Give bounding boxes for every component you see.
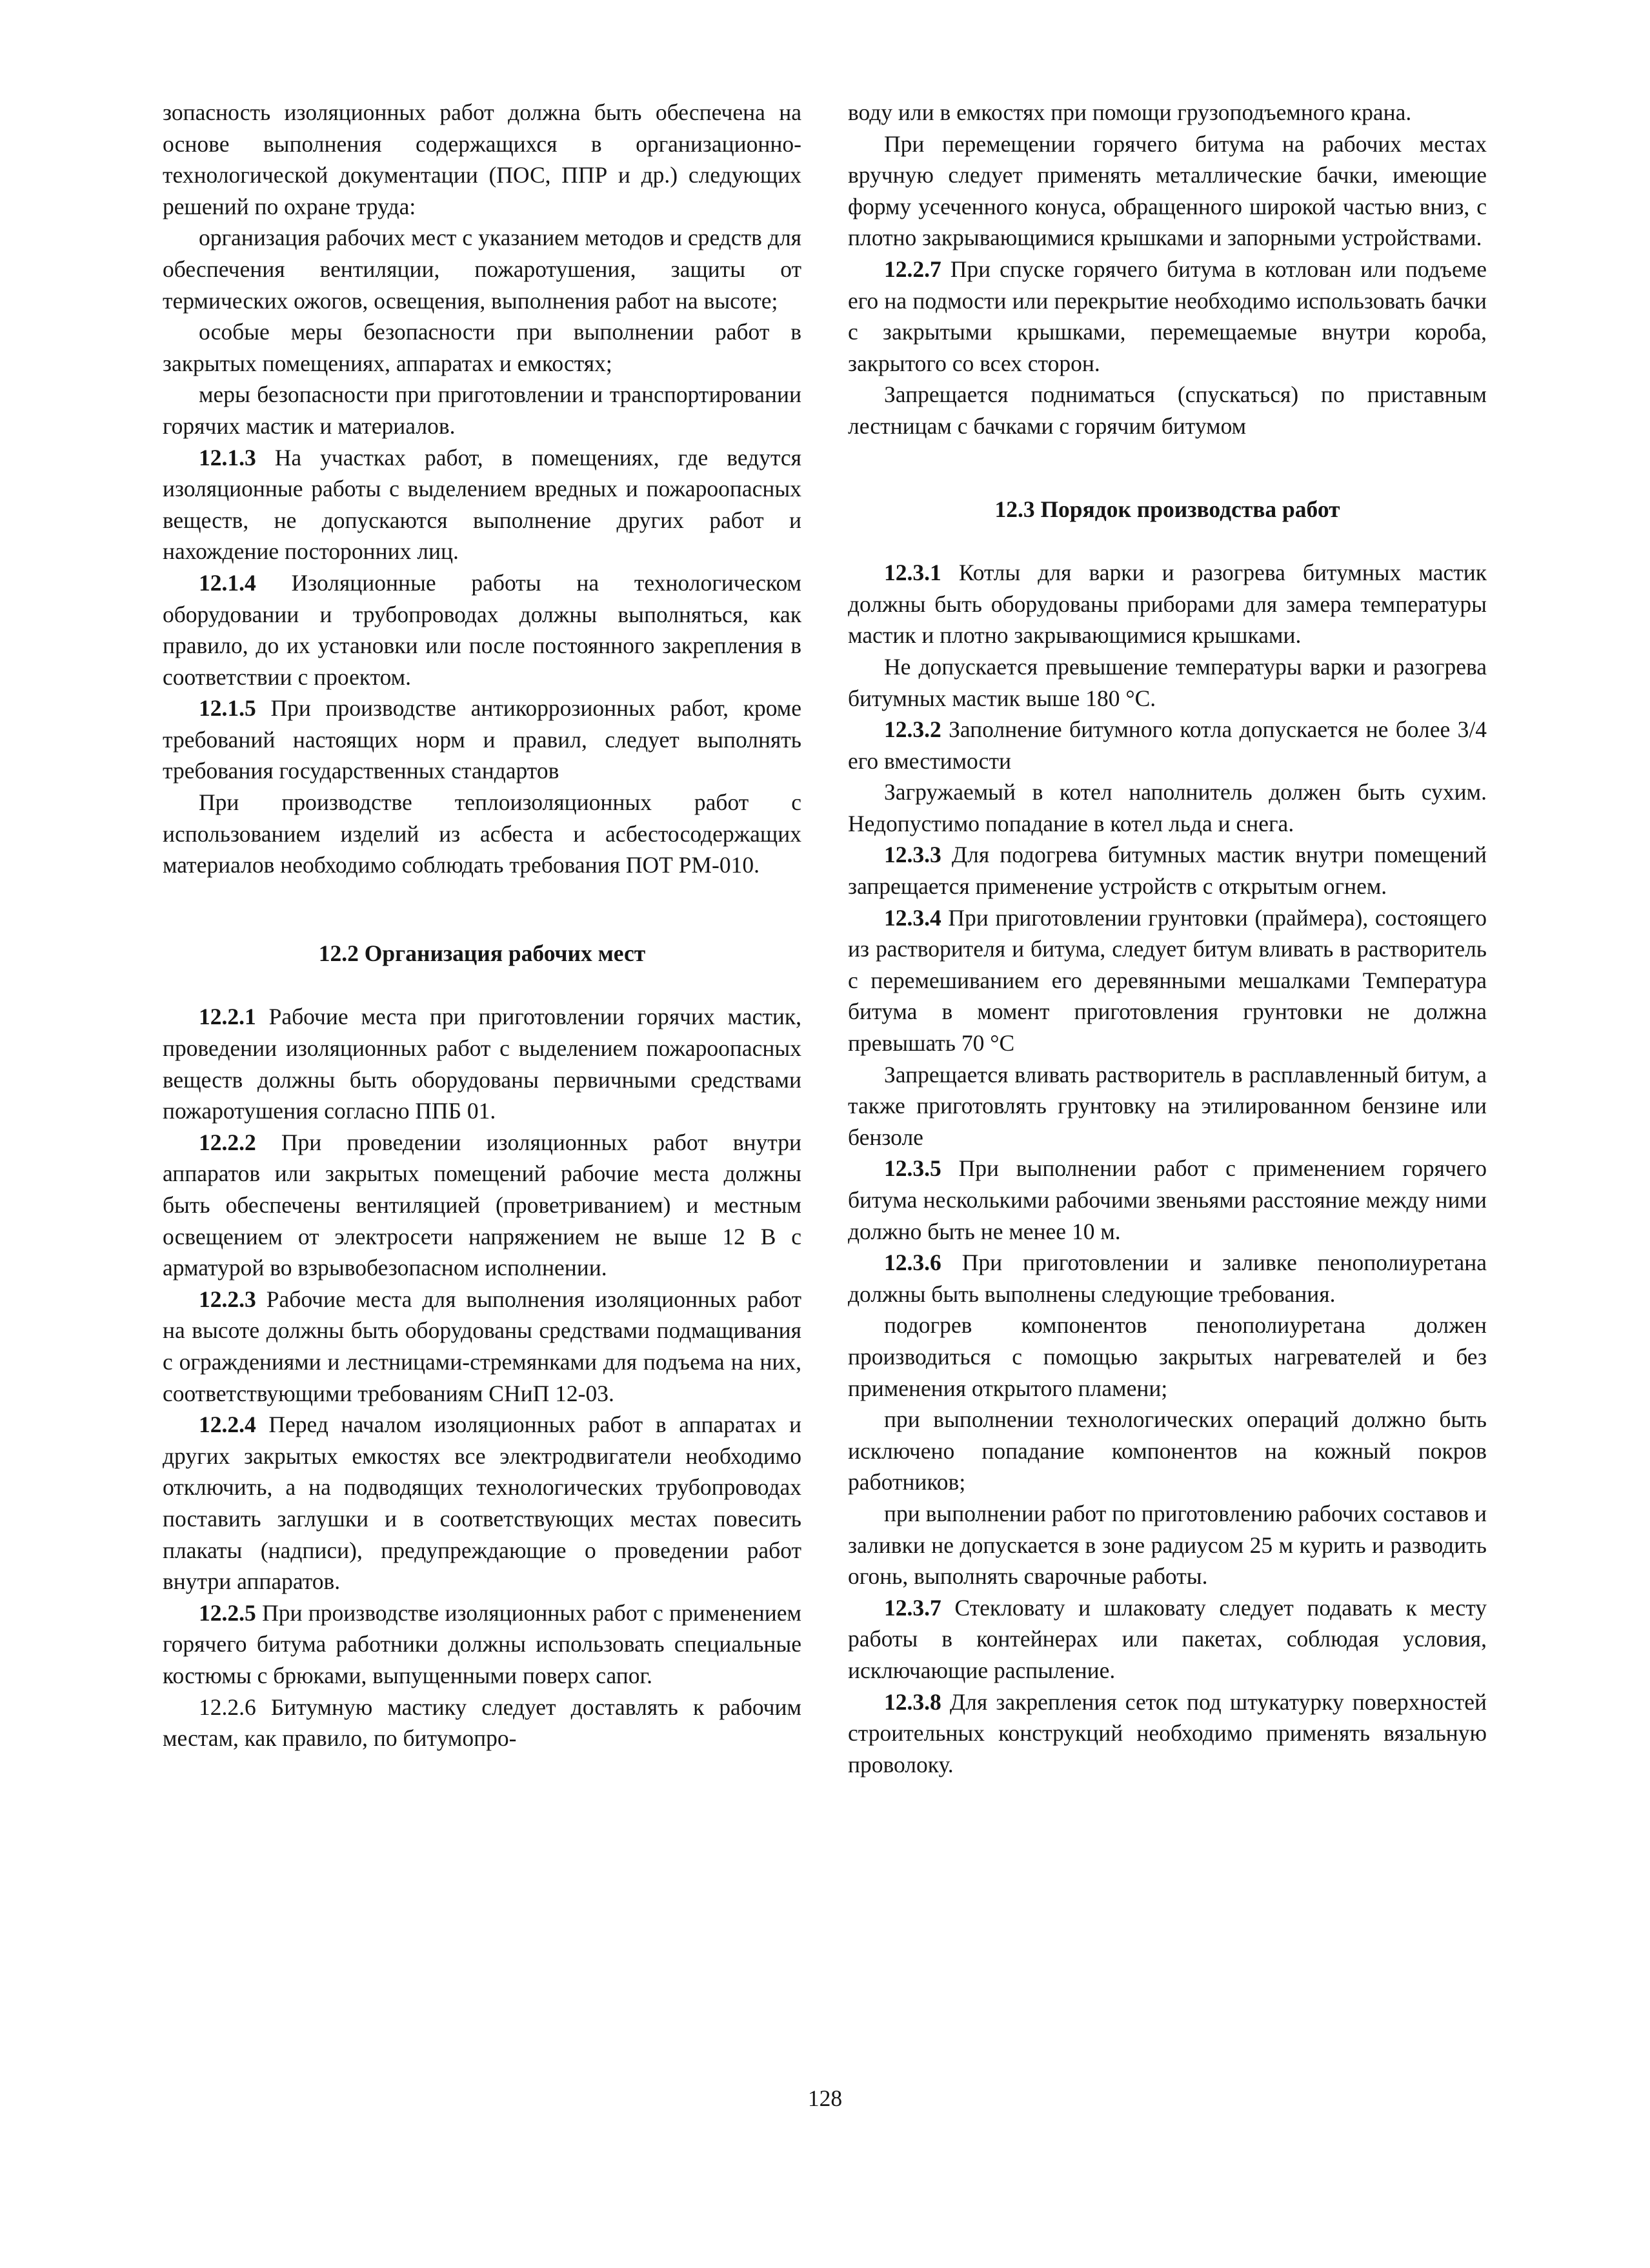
clause-number: 12.3.6 [884, 1250, 941, 1276]
paragraph [163, 442, 801, 567]
paragraph-text: При приготовлении и заливке пенополиуретана должны быть выполнены следующие требования. [848, 1250, 1487, 1307]
paragraph [163, 97, 801, 222]
paragraph [163, 1127, 801, 1284]
paragraph-text: Запрещается вливать растворитель в расплавленный битум, а также приготовлять грунтовку на этилированном бензине или бензоле [848, 1061, 1487, 1150]
paragraph-text: при выполнении технологических операций должно быть исключено попадание компонентов на кожный покров работников; [848, 1406, 1487, 1495]
paragraph [163, 1284, 801, 1409]
paragraph-text: При спуске горячего битума в котлован или подъеме его на подмости или перекрытие необходимо использовать бачки с закрытыми крышками, перемещаемые внутри короба, закрытого со всех сторон. [848, 256, 1487, 376]
paragraph-text: При проведении изоляционных работ внутри аппаратов или закрытых помещений рабочие места должны быть обеспечены вентиляцией (проветриванием) и местным освещением от электросети напряжением не выше 12 В с арматурой во взрывобезопасном исполнении. [163, 1129, 801, 1281]
clause-number: 12.2.1 [199, 1004, 256, 1030]
clause-number: 12.2.2 [199, 1129, 256, 1155]
paragraph-text: При производстве изоляционных работ с применением горячего битума работники должны использовать специальные костюмы с брюками, выпущенными поверх сапог. [163, 1599, 801, 1688]
paragraph [163, 222, 801, 316]
paragraph-text: При производстве антикоррозионных работ, кроме требований настоящих норм и правил, следует выполнять требования государственных стандартов [163, 695, 801, 784]
paragraph-text: Заполнение битумного котла допускается не более 3/4 его вместимости [848, 716, 1487, 774]
paragraph-text: На участках работ, в помещениях, где ведутся изоляционные работы с выделением вредных и пожароопасных веществ, не допускаются выполнение других работ и нахождение посторонних лиц. [163, 444, 801, 565]
paragraph [848, 1686, 1487, 1781]
paragraph [848, 776, 1487, 839]
paragraph-text: 12.2.6 Битумную мастику следует доставлять к рабочим местам, как правило, по битумопро- [163, 1694, 801, 1752]
paragraph-text: При производстве теплоизоляционных работ с использованием изделий из асбеста и асбестосодержащих материалов необходимо соблюдать требования ПОТ РМ-010. [163, 789, 801, 878]
paragraph [163, 1409, 801, 1597]
paragraph-text: воду или в емкостях при помощи грузоподъемного крана. [848, 99, 1412, 125]
paragraph-text: особые меры безопасности при выполнении работ в закрытых помещениях, аппаратах и емкостях; [163, 319, 801, 376]
paragraph-text: зопасность изоляционных работ должна быть обеспечена на основе выполнения содержащихся в организационно-технологической документации (ПОС, ППР и др.) следующих решений по охране труда: [163, 99, 801, 219]
paragraph [848, 557, 1487, 651]
paragraph [848, 1592, 1487, 1686]
paragraph [848, 97, 1487, 128]
clause-number: 12.2.7 [884, 256, 941, 282]
paragraph [163, 787, 801, 881]
section-heading: 12.3 Порядок производства работ [994, 496, 1340, 522]
paragraph [848, 1310, 1487, 1404]
paragraph-text: Не допускается превышение температуры варки и разогрева битумных мастик выше 180 °С. [848, 653, 1487, 711]
paragraph [848, 128, 1487, 254]
clause-number: 12.1.3 [199, 444, 256, 471]
paragraph [163, 1597, 801, 1692]
paragraph [848, 651, 1487, 714]
clause-number: 12.3.2 [884, 716, 941, 743]
paragraph-text: Стекловату и шлаковату следует подавать к месту работы в контейнерах или пакетах, соблюдая условия, исключающие распыление. [848, 1594, 1487, 1683]
paragraph-text: При перемещении горячего битума на рабочих местах вручную следует применять металлические бачки, имеющие форму усеченного конуса, обращенного широкой частью вниз, с плотно закрывающимися крышками и запорными устройствами. [848, 130, 1487, 251]
paragraph [848, 1153, 1487, 1247]
paragraph [163, 379, 801, 441]
paragraph [848, 902, 1487, 1059]
paragraph-text: При выполнении работ с применением горячего битума несколькими рабочими звеньями расстояние между ними должно быть не менее 10 м. [848, 1155, 1487, 1244]
paragraph-text: Изоляционные работы на технологическом оборудовании и трубопроводах должны выполняться, как правило, до их установки или после постоянного закрепления в соответствии с проектом. [163, 569, 801, 690]
page-number: 128 [807, 2085, 843, 2111]
clause-number: 12.2.4 [199, 1412, 256, 1438]
clause-number: 12.3.5 [884, 1155, 941, 1182]
paragraph [848, 1059, 1487, 1153]
paragraph-text: Для подогрева битумных мастик внутри помещений запрещается применение устройств с открытым огнем. [848, 842, 1487, 900]
paragraph-text: Котлы для варки и разогрева битумных мастик должны быть оборудованы приборами для замера температуры мастик и плотно закрывающимися крышками. [848, 560, 1487, 649]
paragraph [848, 1498, 1487, 1592]
paragraph [163, 693, 801, 787]
paragraph-text: при выполнении работ по приготовлению рабочих составов и заливки не допускается в зоне радиусом 25 м курить и разводить огонь, выполнять сварочные работы. [848, 1500, 1487, 1590]
section-heading: 12.2 Организация рабочих мест [318, 940, 646, 966]
paragraph-text: организация рабочих мест с указанием методов и средств для обеспечения вентиляции, пожаротушения, защиты от термических ожогов, освещения, выполнения работ на высоте; [163, 225, 801, 314]
clause-number: 12.1.4 [199, 569, 256, 596]
paragraph [848, 714, 1487, 776]
left-column [163, 97, 801, 1754]
clause-number: 12.3.8 [884, 1688, 941, 1715]
clause-number: 12.3.1 [884, 560, 941, 586]
paragraph [848, 1247, 1487, 1310]
clause-number: 12.2.3 [199, 1286, 256, 1312]
paragraph [163, 1692, 801, 1754]
clause-number: 12.3.3 [884, 842, 941, 868]
paragraph [848, 1404, 1487, 1498]
paragraph [163, 316, 801, 379]
paragraph [163, 1001, 801, 1126]
paragraph-text: Запрещается подниматься (спускаться) по приставным лестницам с бачками с горячим битумом [848, 381, 1487, 439]
clause-number: 12.3.7 [884, 1594, 941, 1621]
clause-number: 12.1.5 [199, 695, 256, 722]
paragraph-text: Рабочие места при приготовлении горячих мастик, проведении изоляционных работ с выделением пожароопасных веществ должны быть оборудованы первичными средствами пожаротушения согласно ППБ 01. [163, 1004, 801, 1124]
paragraph-text: Загружаемый в котел наполнитель должен быть сухим. Недопустимо попадание в котел льда и снега. [848, 779, 1487, 836]
paragraph-text: подогрев компонентов пенополиуретана должен производиться с помощью закрытых нагревателей и без применения открытого пламени; [848, 1312, 1487, 1401]
paragraph-text: Для закрепления сеток под штукатурку поверхностей строительных конструкций необходимо применять вязальную проволоку. [848, 1688, 1487, 1777]
clause-number: 12.3.4 [884, 904, 941, 931]
paragraph [848, 254, 1487, 379]
paragraph-text: Рабочие места для выполнения изоляционных работ на высоте должны быть оборудованы средствами подмащивания с ограждениями и лестницами-стремянками для подъема на них, соответствующими требованиям СНиП 12-03. [163, 1286, 801, 1406]
paragraph-text: меры безопасности при приготовлении и транспортировании горячих мастик и материалов. [163, 381, 801, 439]
paragraph-text: При приготовлении грунтовки (праймера), состоящего из растворителя и битума, следует битум вливать в растворитель с перемешиванием его деревянными мешалками Температура битума в момент приготовления грунтовки не должна превышать 70 °С [848, 904, 1487, 1057]
right-column [848, 97, 1487, 1780]
paragraph-text: Перед началом изоляционных работ в аппаратах и других закрытых емкостях все электродвигатели необходимо отключить, а на подводящих технологических трубопроводах поставить заглушки и в соответствующих местах повесить плакаты (надписи), предупреждающие о проведении работ внутри аппаратов. [163, 1412, 801, 1595]
clause-number: 12.2.5 [199, 1599, 256, 1626]
paragraph [163, 567, 801, 693]
paragraph [848, 379, 1487, 441]
paragraph [848, 839, 1487, 902]
